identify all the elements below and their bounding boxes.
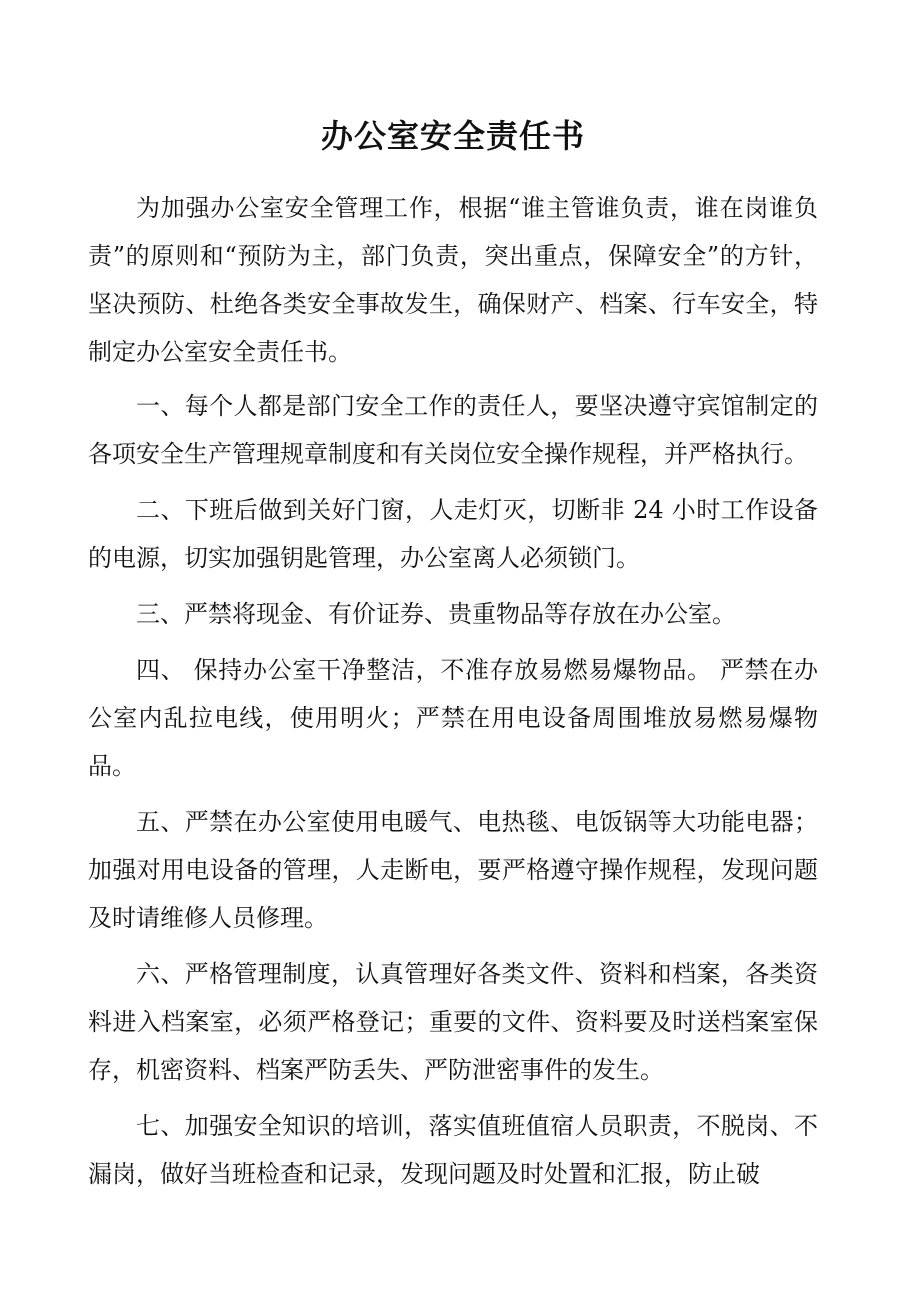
clause-paragraph-4: 四、 保持办公室干净整洁，不准存放易燃易爆物品。 严禁在办公室内乱拉电线，使用明火；严禁在用电设备周围堆放易燃易爆物品。 [88, 656, 818, 780]
document-page [88, 110, 818, 1206]
clause-paragraph-3: 三、严禁将现金、有价证券、贵重物品等存放在办公室。 [136, 600, 736, 628]
clause-paragraph-1: 一、每个人都是部门安全工作的责任人，要坚决遵守宾馆制定的各项安全生产管理规章制度和有关岗位安全操作规程，并严格执行。 [88, 392, 818, 468]
clause-paragraph-6: 六、严格管理制度，认真管理好各类文件、资料和档案，各类资料进入档案室，必须严格登记；重要的文件、资料要及时送档案室保存，机密资料、档案严防丢失、严防泄密事件的发生。 [88, 960, 818, 1084]
document-title: 办公室安全责任书 [320, 117, 585, 155]
clause-paragraph-2: 二、下班后做到关好门窗，人走灯灭，切断非 24 小时工作设备的电源，切实加强钥匙管理，办公室离人必须锁门。 [88, 496, 818, 572]
clause-paragraph-5: 五、严禁在办公室使用电暖气、电热毯、电饭锅等大功能电器；加强对用电设备的管理，人走断电，要严格遵守操作规程，发现问题及时请维修人员修理。 [88, 808, 818, 932]
intro-paragraph: 为加强办公室安全管理工作，根据“谁主管谁负责，谁在岗谁负责”的原则和“预防为主，部门负责，突出重点，保障安全”的方针，坚决预防、杜绝各类安全事故发生，确保财产、档案、行车安全，特制定办公室安全责任书。 [88, 194, 818, 366]
clause-paragraph-7: 七、加强安全知识的培训，落实值班值宿人员职责，不脱岗、不漏岗，做好当班检查和记录，发现问题及时处置和汇报，防止破 [88, 1112, 818, 1188]
